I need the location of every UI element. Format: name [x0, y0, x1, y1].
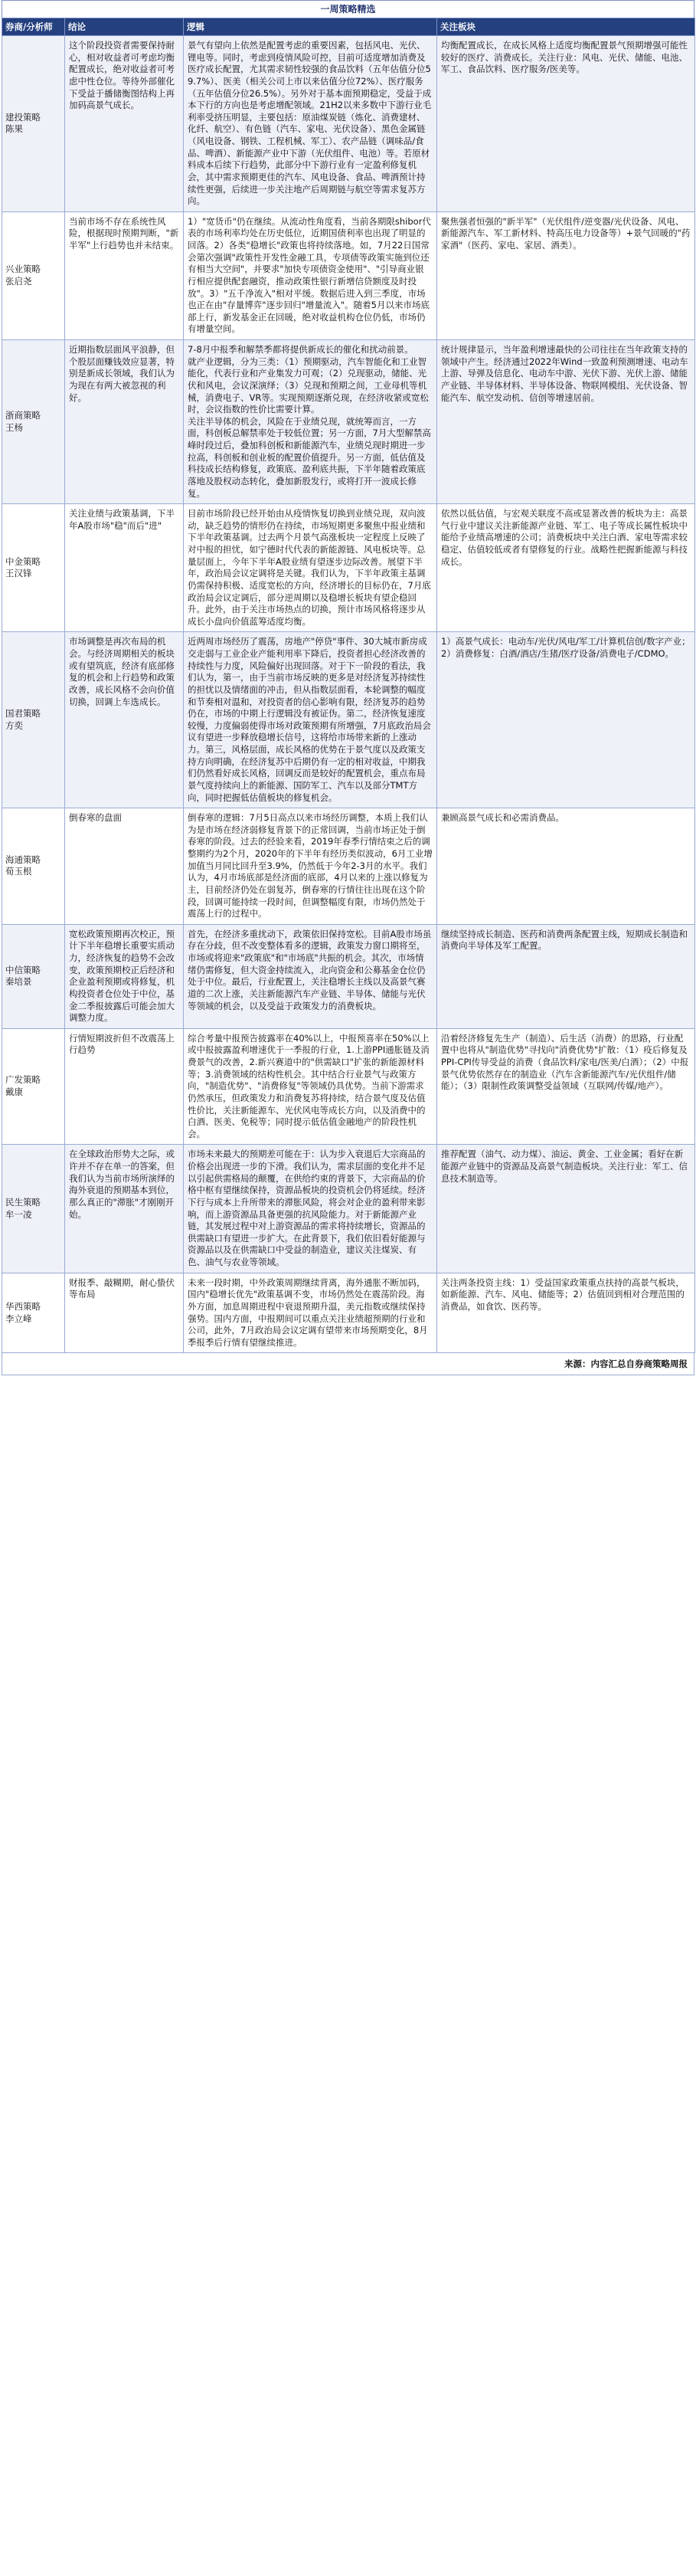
logic-cell: 景气有望向上依然是配置考虑的重要因素，包括风电、光伏、锂电等。同时，考虑到疫情风险可控，目前可适度增加消费及医疗成长配置，尤其需求韧性较强的食品饮料（五年估值分位59.7%）、医美（相关公司上市以来估值分位72%）、医疗服务（五年估值分位26.5%）。另外对于基本面预期稳定，受益于成本下行的方向也是考虑增配领域。21H2以来多数中下游行业毛利率受挤压明显，主要包括：原油煤炭链（炼化、消费建材、化纤、航空）、有色链（汽车、家电、光伏设备）、黑色金属链（风电设备、钢铁、工程机械、军工）、农产品链（调味品/食品、啤酒）、新能源产业中下游（光伏组件、电池）等。若原材料成本后续下行趋势，此部分中下游行业有一定盈利修复机会，其中需求预期更佳的汽车、风电设备、食品、啤酒预计持续性更强，后续进一步关注地产后周期链与航空等需求复苏方向。: [184, 36, 437, 212]
institution-cell: [2, 808, 65, 925]
sectors-cell: 1）高景气成长：电动车/光伏/风电/军工/计算机信创/数字产业；2）消费修复：白酒/酒店/生猪/医疗设备/消费电子/CDMO。: [437, 632, 695, 808]
institution-cell: [2, 632, 65, 808]
institution-name: 华西策略: [5, 1300, 41, 1312]
institution-name: 兴业策略: [5, 264, 41, 275]
sectors-cell: 均衡配置成长，在成长风格上适度均衡配置景气预期增强可能性较好的医疗、消费成长。关注行业：风电、光伏、储能、电池、军工、食品饮料、医疗服务/医美等。: [437, 36, 695, 212]
sectors-cell: 关注两条投资主线：1）受益国家政策重点扶持的高景气板块，如新能源、汽车、风电、储能等；2）估值回到相对合理范围的消费品，如食饮、医药等。: [437, 1273, 695, 1353]
logic-cell: 近两周市场经历了震荡，房地产"停贷"事件、30大城市新房成交走弱与工业企业产能利用率下降后，投资者担心经济改善的持续性与力度，风险偏好出现回落。对于下一阶段的看法，我们认为，第一，由于当前市场反映的更多是对经济复苏持续性的担忧以及情绪面的冲击，但从指数层面看，本轮调整的幅度和节奏相对温和，对投资者的信心影响有限，经济复苏的趋势仍在，市场的中期上行逻辑没有被证伪。第二，经济恢复速度较慢，力度偏弱使得市场对政策预期有所增强，7月底政治局会议有望进一步释放稳增长信号，这将给市场带来新的上涨动力。第三，风格层面，成长风格的优势在于景气度以及政策支持方向明确，在经济复苏中后期仍有一定的相对收益，中期我们仍然看好成长风格，回调反而是较好的配置机会，重点布局景气度持续向上的新能源、国防军工、汽车以及部分TMT方向，同时把握低估值板块的修复机会。: [184, 632, 437, 808]
sectors-cell: 依然以低估值，与宏观关联度不高或显著改善的板块为主：高景气行业中建议关注新能源产业链、军工、电子等成长属性板块中能给予业绩高增速的公司；消费板块中关注白酒、家电等需求较稳定、估值较低或者有望修复的行业。战略性把握新能源与科技成长。: [437, 504, 695, 632]
institution-name: 民生策略: [5, 1196, 41, 1208]
header-conclusion: 结论: [65, 18, 184, 36]
institution-cell: [2, 1028, 65, 1145]
table-row: [2, 1145, 695, 1273]
page-title: 一周策略精选: [2, 0, 694, 18]
institution-cell: [2, 1145, 65, 1273]
logic-cell: 目前市场阶段已经开始由从疫情恢复切换到业绩兑现，双向波动，缺乏趋势的情形仍在持续，市场短期更多聚焦中报业绩和下半年政策基调。过去两个月景气高涨板块一定程度上反映了对中报的担忧，如宁德时代代表的新能源链、风电板块等。总量层面上，今年下半年A股业绩有望逐步边际改善。展望下半年，政治局会议定调将是关键。我们认为，下半年政策主基调仍需保持积极、适度宽松的方向，经济增长的目标仍在，7月底政治局会议定调后，部分逆周期以及稳增长板块有望企稳回升。此外，由于关注市场热点的切换，预计市场风格将逐步从成长小盘向价值蓝筹适度均衡。: [184, 504, 437, 632]
table-row: [2, 211, 695, 339]
institution-name: 广发策略: [5, 1074, 41, 1086]
table-body: [2, 36, 695, 1353]
analyst-name: 牟一凌: [5, 1208, 32, 1220]
sectors-cell: 兼顾高景气成长和必需消费品。: [437, 808, 695, 925]
analyst-name: 陈果: [5, 123, 23, 135]
source-note: 来源：内容汇总自券商策略周报: [2, 1353, 694, 1375]
analyst-name: 秦培景: [5, 976, 32, 988]
sectors-cell: 聚焦强者恒强的"新半军"（光伏组件/逆变器/光伏设备、风电、新能源汽车、军工新材料、特高压电力设备等）+景气回暖的"药家酒"（医药、家电、家居、酒类）。: [437, 211, 695, 339]
institution-cell: [2, 504, 65, 632]
conclusion-cell: 宽松政策预期再次校正，预计下半年稳增长重要实质动力，经济恢复的趋势不会改变，政策预期校正后经济和企业盈利预期或将修复，机构投资者仓位处于中位，基金二季报披露后可能会加大调整力度。: [65, 924, 184, 1028]
analyst-name: 王杨: [5, 421, 23, 433]
analyst-name: 王汉锋: [5, 568, 32, 579]
table-row: [2, 808, 695, 925]
logic-cell: 市场未来最大的预期差可能在于：认为步入衰退后大宗商品的价格会出现进一步的下滑。我们认为，需求层面的变化并不足以引起供需格局的颠覆，在供给约束的背景下，大宗商品的价格中枢有望继续保持，资源品板块的投资机会仍将延续。经济下行与成本上升所带来的滞胀风险，将会对企业的盈利带来影响，而上游资源品具备更强的抗风险能力。对于新能源产业链，其发展过程中对上游资源品的需求将持续增长，资源品的供需缺口有望进一步扩大。在此背景下，我们依旧看好能源与资源品以及在供需缺口中受益的制造业，建议关注煤炭、有色、油气与农业等领域。: [184, 1145, 437, 1273]
logic-cell: 倒春寒的逻辑：7月5日高点以来市场经历调整，本质上我们认为是市场在经济弱修复背景下的正常回调，当前市场正处于倒春寒的阶段。过去的经验来看，2019年春季行情结束之后的调整期约为2个月，2020年的下半年有经历类似波动，6月工业增加值当月同比回升至3.9%，仍然低于今年2-3月的水平。我们认为，4月市场底部是经济面的底部，4月以来的上涨以修复为主，目前经济仍处在弱复苏，倒春寒的行情往往出现在这个阶段，回调可能持续一段时间，但调整幅度有限，市场仍然处于震荡上行的过程中。: [184, 808, 437, 925]
conclusion-cell: 在全球政治形势大之际，或许并不存在单一的答案，但我们认为当前市场所演绎的海外衰退的预期基本到位，那么真正的"滞胀"才刚刚开始。: [65, 1145, 184, 1273]
table-row: [2, 340, 695, 504]
header-sectors: 关注板块: [437, 18, 695, 36]
institution-name: 建投策略: [5, 111, 41, 123]
analyst-name: 张启尧: [5, 275, 32, 287]
table-row: [2, 504, 695, 632]
logic-cell: 未来一段时期，中外政策周期继续背离，海外通胀不断加码，国内"稳增长优先"政策基调不变，市场仍然处在震荡阶段。海外方面，加息周期进程中衰退预期升温，美元指数或继续保持强势。国内方面，中报期间可以重点关注业绩超预期的行业和公司，此外，7月政治局会议定调有望带来市场预期变化，8月季报季后行情有望继续推进。: [184, 1273, 437, 1353]
conclusion-cell: 市场调整是再次布局的机会。与经济周期相关的板块或有望筑底，经济有底部修复的机会和上行趋势和政策改善，成长风格不会向价值切换，回调上车选成长。: [65, 632, 184, 808]
institution-name: 中金策略: [5, 556, 41, 567]
conclusion-cell: 近期指数层面风平浪静，但个股层面赚钱效应显著，特别是新成长领域，我们认为为现在有两大被忽视的利好。: [65, 340, 184, 504]
report-container: [2, 0, 694, 1375]
conclusion-cell: 行情短期波折但不改震荡上行趋势: [65, 1028, 184, 1145]
table-row: [2, 924, 695, 1028]
analyst-name: 荀玉根: [5, 866, 32, 877]
analyst-name: 戴康: [5, 1086, 23, 1098]
sectors-cell: 继续坚持成长制造、医药和消费两条配置主线，短期成长制造和消费向半导体及军工配置。: [437, 924, 695, 1028]
institution-cell: [2, 36, 65, 212]
conclusion-cell: 财报季、敲糊期，耐心蛰伏等布局: [65, 1273, 184, 1353]
header-institution: 券商/分析师: [2, 18, 65, 36]
table-row: [2, 1273, 695, 1353]
institution-cell: [2, 211, 65, 339]
table-header-row: [2, 18, 695, 36]
logic-cell: 1）"宽货币"仍在继续。从流动性角度看，当前各期限shibor代表的市场利率均处在历史低位，近期国债利率也出现了明显的回落。2）各类"稳增长"政策也将持续落地。如，7月22日国常会第次强调"政策性开发性金融工具，专项债等政策实施到位还有相当大空间"，并要求"加快专项债资金使用"、"引导商业银行相应提供配套融资，推动政策性银行新增信贷额度及时投放"。3）"五千净流入"相对平缓。数据后进入到三季度，市场也正在由"存量博弈"逐步回归"增量流入"。随着5月以来市场底部上行，新发基金正在回暖，绝对收益机构仓位仍低，市场仍有增量空间。: [184, 211, 437, 339]
institution-cell: [2, 1273, 65, 1353]
institution-name: 海通策略: [5, 854, 41, 865]
analyst-name: 方奕: [5, 719, 23, 731]
conclusion-cell: 倒春寒的盘面: [65, 808, 184, 925]
conclusion-cell: 这个阶段投资者需要保持耐心，相对收益者可考虑均衡配置成长，绝对收益者可考虑中性仓位。等待外部催化下受益于播储衡图结构上再加码高景气成长。: [65, 36, 184, 212]
conclusion-cell: 关注业绩与政策基调，下半年A股市场"稳"而后"进": [65, 504, 184, 632]
conclusion-cell: 当前市场不存在系统性风险，根据现时预期判断，"新半军"上行趋势也并未结束。: [65, 211, 184, 339]
header-logic: 逻辑: [184, 18, 437, 36]
institution-cell: [2, 924, 65, 1028]
analyst-name: 李立峰: [5, 1313, 32, 1324]
logic-cell: 综合考量中报预告披露率在40%以上，中报预喜率在50%以上或中报披露盈利增速优于一季报的行业，1.上游PPI通胀链及消费景气的改善，2.新兴赛道中的"供需缺口"扩张的新能源材料等；3.消费领域的结构性机会。其中结合行业景气与政策方向，"制造优势"、"消费修复"等领域仍具优势。当前下游需求仍然承压，但政策发力和消费复苏将持续，结合景气度及估值性价比，关注新能源车、光伏风电等成长方向，以及消费中的白酒、医美、免税等；同时提示低估值金融地产的阶段性机会。: [184, 1028, 437, 1145]
sectors-cell: 统计规律显示，当年盈利增速最快的公司往往在当年政策支持的领域中产生。经济通过2022年Wind一致盈利预测增速、电动车上游、导弹及信息化、电动车中游、光伏下游、光伏上游、储能产业链、半导体材料、半导体设备、物联网模组、光伏设备、智能汽车、航空发动机、信创等增速居前。: [437, 340, 695, 504]
table-row: [2, 36, 695, 212]
institution-name: 中信策略: [5, 964, 41, 975]
logic-cell: 7-8月中报季和解禁季都将提供新成长的催化和扰动前景。 就产业逻辑，分为三类：（1）预期驱动，汽车智能化和工业智能化，代表行业和产业集发力可观；（2）兑现驱动，储能、光伏和风电，会议深演绎；（3）兑现和预期之间，工业母机等机械，消费电子、VR等。实现预期逐渐兑现，在经济收紧或宽松时，会议指数的性价比需要计算。 关注半导体的机会，风险在于业绩兑现，就统筹而言，一方面，科创板总解禁率处于较低位置；另一方面，7月大型解禁高峰时段过后，叠加科创板和新能源汽车，业绩兑现时期进一步拉高，科创板和创业板的配置价值提升。另一方面，低估值及科技成长结构修复，政策底、盈利底共振，下半年随着政策底落地及股权动态转化，叠加新股发行，或将打开一波成长修复。: [184, 340, 437, 504]
strategy-table: [2, 18, 695, 1353]
institution-name: 浙商策略: [5, 409, 41, 421]
logic-cell: 首先，在经济多重扰动下，政策依旧保持宽松。目前A股市场虽存在分歧，但不改变整体看多的逻辑，政策发力窗口期将至，市场或将迎来"政策底"和"市场底"共振的机会。其次，市场情绪仍需修复，但大资金持续流入，北向资金和公募基金仓位仍处于中位。最后，行业配置上，关注稳增长主线以及高景气赛道的二次上涨，关注新能源汽车产业链、半导体、储能与光伏等领域的机会，以及受益于政策发力的消费板块。: [184, 924, 437, 1028]
institution-cell: [2, 340, 65, 504]
sectors-cell: 沿着经济修复先生产（制造）、后生活（消费）的思路，行业配置中也将从"制造优势"寻找向"消费优势"扩散：（1）疫后修复及PPI-CPI传导受益的消费（食品饮料/家电/医美/白酒）；（2）中报景气优势依然存在的制造业（汽车含新能源汽车/光伏组件/储能）；（3）限制性政策调整受益领域（互联网/传媒/地产）。: [437, 1028, 695, 1145]
table-row: [2, 1028, 695, 1145]
institution-name: 国君策略: [5, 708, 41, 719]
sectors-cell: 推荐配置（油气、动力煤）、油运、黄金、工业金属；看好在新能源产业链中的资源品及高景气制造板块。关注行业：军工、信息技术制造等。: [437, 1145, 695, 1273]
table-row: [2, 632, 695, 808]
